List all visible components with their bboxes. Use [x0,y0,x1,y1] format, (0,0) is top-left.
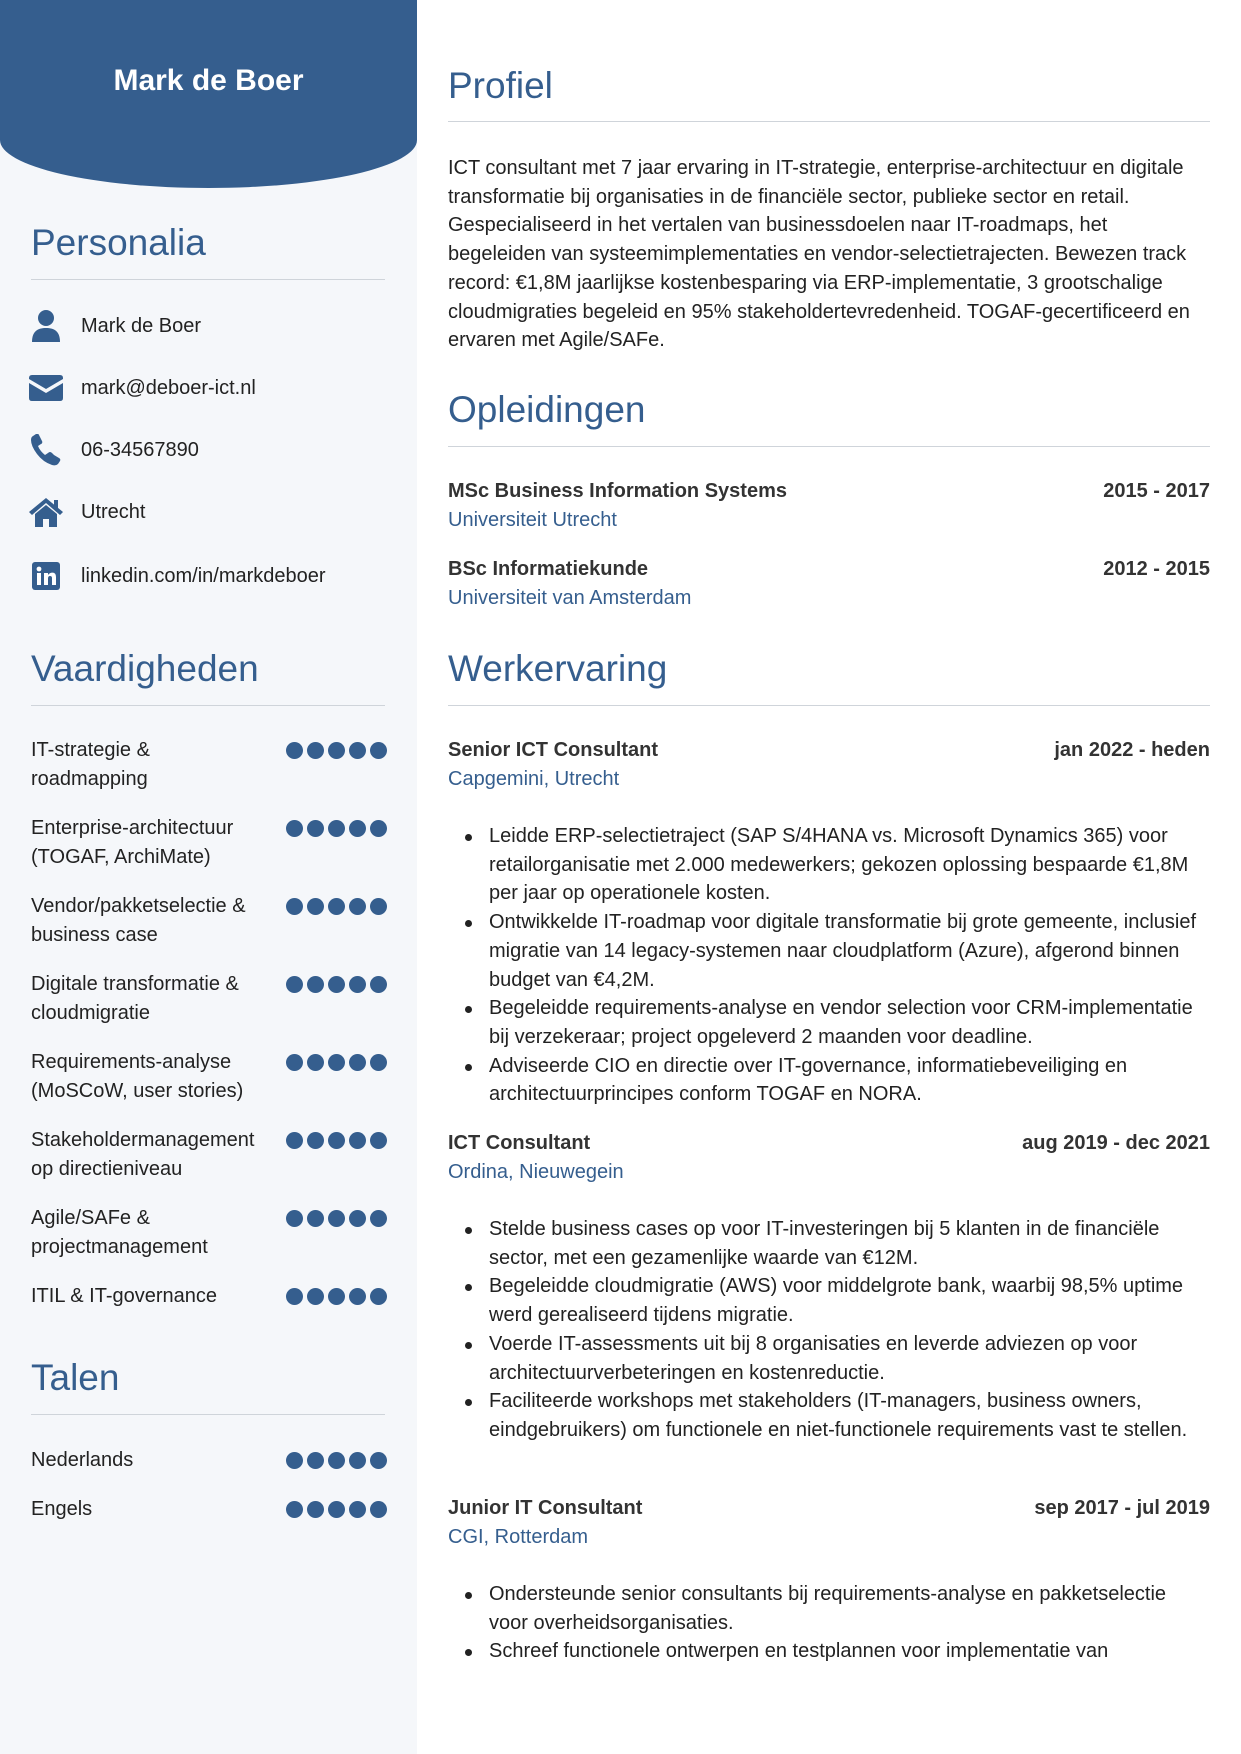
language-row [31,1446,387,1475]
list-item: Stelde business cases op voor IT-investeringen bij 5 klanten in de financiële sector, met een gezamenlijke waarde van €12M. [448,1215,1210,1272]
skill-label: Vendor/pakketselectie & business case [31,895,246,946]
rating-dot [349,898,366,915]
rating-dot [307,976,324,993]
skill-label: ITIL & IT-governance [31,1285,218,1307]
education-entry [448,480,1210,510]
rating-dot [370,1288,387,1305]
rating-dot [328,1501,345,1518]
home-icon [28,494,64,530]
rating-dot [307,1054,324,1071]
skill-row [31,814,387,872]
skill-label: Digitale transformatie & cloudmigratie [31,973,239,1024]
rating-dot [286,898,303,915]
rating-dot [370,1452,387,1469]
contact-location-text: Utrecht [81,500,146,523]
list-item: Leidde ERP-selectietraject (SAP S/4HANA vs. Microsoft Dynamics 365) voor retailorganisatie met 2.000 medewerkers; gekozen oplossing bespaarde €1,8M per jaar op operationele kosten. [448,822,1210,908]
rating-dot [349,820,366,837]
rating-dot [349,1210,366,1227]
education-school: Universiteit van Amsterdam [448,587,692,609]
rating-dot [328,1452,345,1469]
language-label: Nederlands [31,1449,134,1471]
language-label: Engels [31,1498,93,1520]
rating-dot [328,1054,345,1071]
skill-rating [286,898,387,915]
skill-rating [286,1132,387,1149]
skill-row [31,1204,387,1262]
contact-phone-text: 06-34567890 [81,438,199,461]
work-entry [448,1497,1210,1527]
rating-dot [370,1132,387,1149]
envelope-icon [28,370,64,406]
education-dates: 2015 - 2017 [1103,480,1210,502]
skill-row [31,892,387,950]
personalia-divider [31,279,385,280]
rating-dot [307,1452,324,1469]
skill-label: Stakeholdermanagement op directieniveau [31,1129,255,1180]
job-dates: aug 2019 - dec 2021 [1022,1132,1210,1154]
skill-row [31,1048,387,1106]
rating-dot [328,1132,345,1149]
skill-rating [286,1210,387,1227]
language-rating [286,1501,387,1518]
skill-rating [286,742,387,759]
rating-dot [286,1132,303,1149]
contact-linkedin-text: linkedin.com/in/markdeboer [81,564,326,587]
education-school: Universiteit Utrecht [448,509,617,531]
rating-dot [286,976,303,993]
rating-dot [349,976,366,993]
list-item: Ontwikkelde IT-roadmap voor digitale transformatie bij grote gemeente, inclusief migratie van 14 legacy-systemen naar cloudplatform (Azure), afgerond binnen budget van €4,2M. [448,908,1210,994]
contact-email[interactable] [28,368,388,408]
skill-rating [286,1054,387,1071]
education-dates: 2012 - 2015 [1103,558,1210,580]
rating-dot [286,742,303,759]
language-rating [286,1452,387,1469]
job-company: CGI, Rotterdam [448,1526,589,1548]
rating-dot [349,1501,366,1518]
job-company: Capgemini, Utrecht [448,768,620,790]
languages-divider [31,1414,385,1415]
work-divider [448,705,1210,706]
candidate-name: Mark de Boer [113,64,304,97]
contact-phone[interactable] [28,430,388,470]
profile-divider [448,121,1210,122]
rating-dot [370,1210,387,1227]
rating-dot [370,976,387,993]
skill-label: Enterprise-architectuur (TOGAF, ArchiMate) [31,817,234,868]
user-icon [28,308,64,344]
education-degree: BSc Informatiekunde [448,558,649,580]
education-divider [448,446,1210,447]
list-item: Voerde IT-assessments uit bij 8 organisaties en leverde adviezen op voor architectuurverbeteringen en kostenreductie. [448,1330,1210,1387]
rating-dot [328,976,345,993]
job-dates: jan 2022 - heden [1054,739,1210,761]
rating-dot [286,1288,303,1305]
skills-title: Vaardigheden [31,648,259,689]
contact-name [28,306,388,346]
rating-dot [328,898,345,915]
rating-dot [286,1054,303,1071]
profile-text: ICT consultant met 7 jaar ervaring in IT-strategie, enterprise-architectuur en digitale transformatie bij organisaties in de financiële sector, publieke sector en retail. Gespecialiseerd in het vertalen van businessdoelen naar IT-roadmaps, het begeleiden van systeemimplementaties en vendor-selectietrajecten. Bewezen track record: €1,8M jaarlijkse kostenbesparing via ERP-implementatie, 3 grootschalige cloudmigraties begeleid en 95% stakeholdertevredenheid. TOGAF-gecertificeerd en ervaren met Agile/SAFe. [448,157,1190,352]
language-row [31,1495,387,1524]
rating-dot [328,820,345,837]
work-entry [448,739,1210,769]
personalia-title: Personalia [31,222,206,263]
rating-dot [307,742,324,759]
rating-dot [349,1288,366,1305]
skill-rating [286,1288,387,1305]
rating-dot [349,742,366,759]
phone-icon [28,432,64,468]
profile-title: Profiel [448,65,553,106]
rating-dot [286,1210,303,1227]
rating-dot [307,1210,324,1227]
skill-label: IT-strategie & roadmapping [31,739,150,790]
contact-location [28,492,388,532]
job-bullets [448,1215,1210,1445]
rating-dot [307,1501,324,1518]
job-title: Junior IT Consultant [448,1497,643,1519]
list-item: Schreef functionele ontwerpen en testplannen voor implementatie van [448,1637,1210,1666]
skill-row [31,1126,387,1184]
job-title: Senior ICT Consultant [448,739,658,761]
skill-rating [286,820,387,837]
contact-email-text: mark@deboer-ict.nl [81,376,256,399]
skills-divider [31,705,385,706]
skill-row [31,736,387,794]
skill-label: Requirements-analyse (MoSCoW, user stories) [31,1051,244,1102]
rating-dot [286,820,303,837]
rating-dot [328,1288,345,1305]
job-bullets [448,1580,1210,1666]
rating-dot [307,1288,324,1305]
skill-row [31,1282,387,1311]
work-entry [448,1132,1210,1162]
job-company: Ordina, Nieuwegein [448,1161,624,1183]
work-title: Werkervaring [448,648,668,689]
list-item: Faciliteerde workshops met stakeholders (IT-managers, business owners, eindgebruikers) om functionele en niet-functionele requirements vast te stellen. [448,1387,1210,1444]
rating-dot [349,1132,366,1149]
job-title: ICT Consultant [448,1132,591,1154]
linkedin-icon [28,558,64,594]
contact-name-text: Mark de Boer [81,314,202,337]
rating-dot [286,1501,303,1518]
rating-dot [286,1452,303,1469]
list-item: Ondersteunde senior consultants bij requirements-analyse en pakketselectie voor overheidsorganisaties. [448,1580,1210,1637]
languages-title: Talen [31,1357,120,1398]
rating-dot [370,1501,387,1518]
education-degree: MSc Business Information Systems [448,480,787,502]
rating-dot [349,1452,366,1469]
list-item: Adviseerde CIO en directie over IT-governance, informatiebeveiliging en architectuurprincipes conform TOGAF en NORA. [448,1052,1210,1109]
rating-dot [370,1054,387,1071]
rating-dot [370,742,387,759]
name-header [0,0,417,188]
rating-dot [328,1210,345,1227]
education-title: Opleidingen [448,389,646,430]
skill-row [31,970,387,1028]
job-dates: sep 2017 - jul 2019 [1034,1497,1210,1519]
rating-dot [307,1132,324,1149]
rating-dot [349,1054,366,1071]
job-bullets [448,822,1210,1109]
rating-dot [307,898,324,915]
contact-linkedin[interactable] [28,556,388,596]
rating-dot [370,898,387,915]
rating-dot [328,742,345,759]
list-item: Begeleidde cloudmigratie (AWS) voor middelgrote bank, waarbij 98,5% uptime werd gerealiseerd tijdens migratie. [448,1272,1210,1329]
education-entry [448,558,1210,588]
rating-dot [370,820,387,837]
list-item: Begeleidde requirements-analyse en vendor selection voor CRM-implementatie bij verzekeraar; project opgeleverd 2 maanden voor deadline. [448,994,1210,1051]
rating-dot [307,820,324,837]
skill-rating [286,976,387,993]
skill-label: Agile/SAFe & projectmanagement [31,1207,208,1258]
